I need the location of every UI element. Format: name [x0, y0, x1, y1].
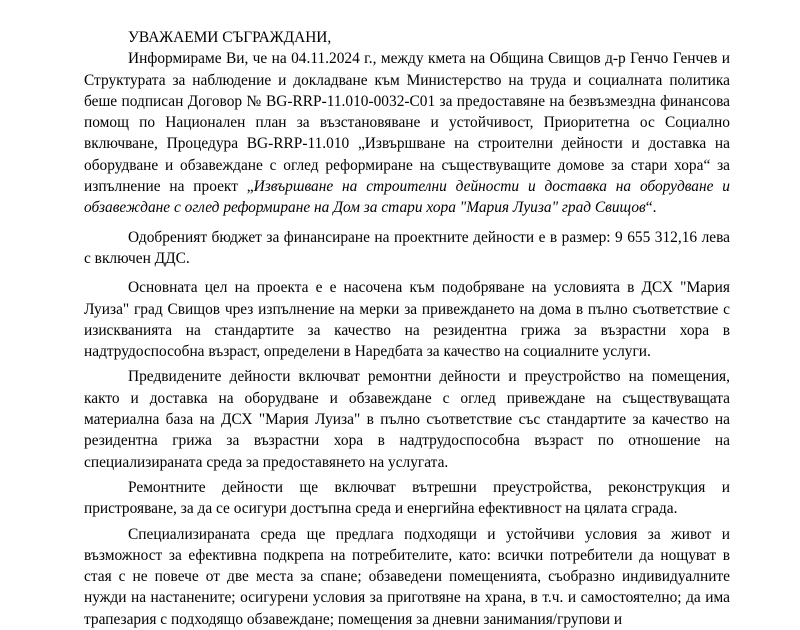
project-title-italic: Извършване на строителни дейности и доставка на оборудване и обзавеждане с оглед реформиране на Дом за стари хора "Мария Луиза" град Свищов: [84, 178, 730, 217]
paragraph-contract-text: Информираме Ви, че на 04.11.2024 г., между кмета на Община Свищов д-р Генчо Генчев и Структурата за наблюдение и докладване към Министерство на труда и социалната политика беше подписан Договор № BG-RRP-11.010-0032-C01 за предоставяне на безвъзмездна финансова помощ по Национален план за възстановяване и устойчивост, Приоритетна ос Социално включване, Процедура BG-RRP-11.010 „Извършване на строителни дейности и доставка на оборудване и обзавеждане с оглед реформиране на съществуващите домове за стари хора“ за изпълнение на проект „: [84, 50, 730, 196]
greeting-heading: УВАЖАЕМИ СЪГРАЖДАНИ,: [128, 29, 332, 46]
paragraph-contract-end: “.: [645, 199, 657, 217]
paragraph-repairs: Ремонтните дейности ще включват вътрешни преустройства, реконструкция и пристрояване, за да се осигури достъпна среда и енергийна ефективност на цялата сграда.: [84, 478, 730, 518]
paragraph-budget: Одобреният бюджет за финансиране на проектните дейности е в размер: 9 655 312,16 лева с включен ДДС.: [84, 228, 730, 267]
paragraph-main-goal: Основната цел на проекта е е насочена към подобряване на условията в ДСХ "Мария Луиза" град Свищов чрез изпълнение на мерки за привеждането на дома в пълно съответствие с изискванията на стандартите за качество на резидентна грижа за възрастни хора в надтрудоспособна възраст, определени в Наредбата за качество на социалните услуги.: [84, 279, 730, 361]
paragraph-contract: [84, 48, 730, 218]
paragraph-activities: Предвидените дейности включват ремонтни дейности и преустройство на помещения, както и доставка на оборудване и обзавеждане с оглед привеждане на съществуващата материална база на ДСХ "Мария Луиза" в пълно съответствие със стандартите за качество на резидентна грижа за възрастни хора в надтрудоспособна възраст по отношение на специализираната среда за предоставянето на услугата.: [84, 368, 730, 471]
paragraph-environment: Специализираната среда ще предлага подходящи и устойчиви условия за живот и възможност за ефективна подкрепа на потребителите, като: всички потребители да нощуват в стая с не повече от две места за спане; обзаведени помещенията, съобразно индивидуалните нужди на настанените; осигурени условия за приготвяне на храна, в т.ч. и самостоятелно; да има трапезария с подходящо обзавеждане; помещения за дневни занимания/групови и: [84, 525, 730, 628]
document-body: [84, 27, 730, 630]
